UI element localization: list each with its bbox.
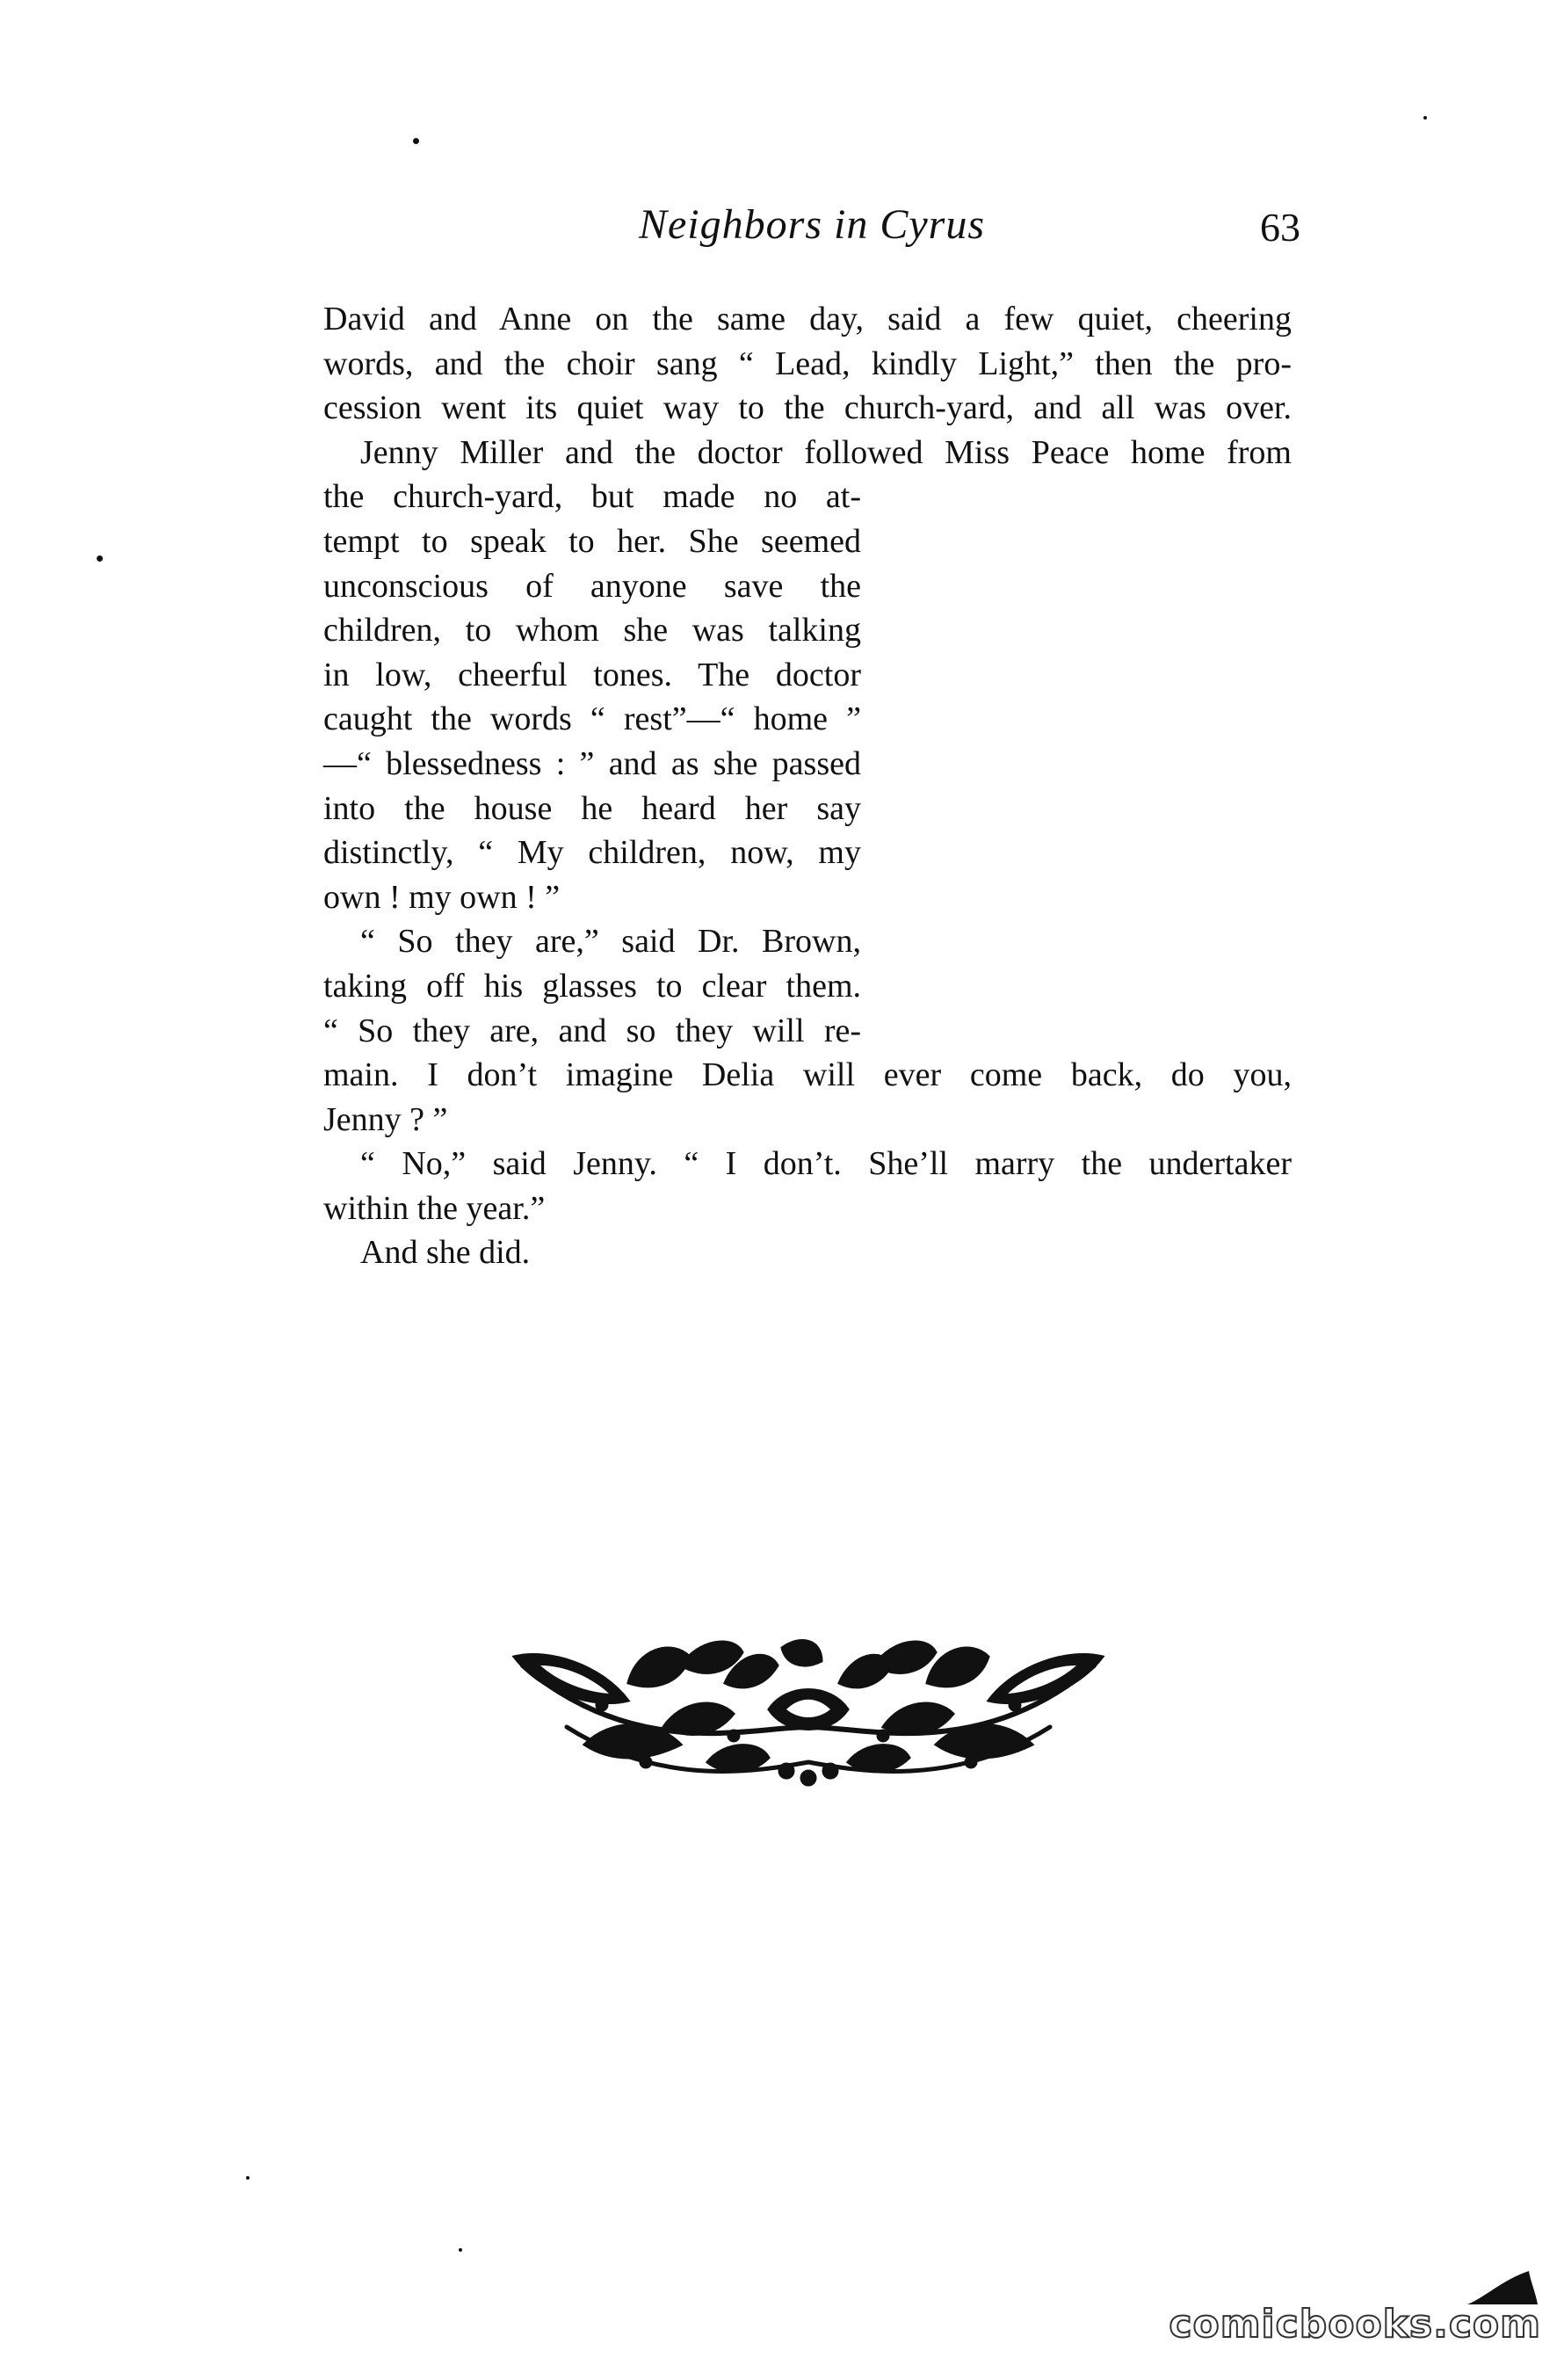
leaf-vine-ornament-icon (505, 1630, 1111, 1797)
text-line: unconscious of anyone save the (323, 567, 861, 605)
page-header (323, 200, 1300, 253)
text-line: in low, cheerful tones. The doctor (323, 656, 861, 693)
ink-speck (1423, 116, 1427, 120)
ink-speck (413, 138, 419, 144)
watermark-text: comicbooks.com (1169, 2302, 1541, 2347)
text-line: “ So they are, and so they will re- (323, 1012, 861, 1049)
text-line: the church-yard, but made no at- (323, 478, 861, 516)
text-line: cession went its quiet way to the church-yard, and all was over. (323, 389, 1292, 427)
text-line: Jenny ? ” (323, 1100, 448, 1138)
running-title: Neighbors in Cyrus (638, 201, 986, 248)
text-line: “ So they are,” said Dr. Brown, (360, 923, 861, 961)
text-line: taking off his glasses to clear them. (323, 967, 861, 1005)
text-line: own ! my own ! ” (323, 878, 561, 916)
text-line: tempt to speak to her. She seemed (323, 522, 861, 560)
text-line: —“ blessedness : ” and as she passed (323, 744, 861, 782)
text-line: David and Anne on the same day, said a few quiet, cheering (323, 301, 1292, 337)
body-text (323, 297, 1292, 1275)
page-number: 63 (1260, 205, 1300, 250)
ink-speck (97, 555, 103, 562)
ink-speck (459, 2248, 462, 2252)
text-line: into the house he heard her say (323, 789, 861, 827)
text-line: within the year.” (323, 1189, 546, 1227)
whale-tail-icon (1467, 2271, 1538, 2306)
text-line: distinctly, “ My children, now, my (323, 834, 861, 872)
text-line: caught the words “ rest”—“ home ” (323, 700, 861, 738)
text-line: children, to whom she was talking (323, 612, 861, 649)
text-line: Jenny Miller and the doctor followed Miss Peace home from (360, 433, 1292, 471)
text-line: main. I don’t imagine Delia will ever come back, do you, (323, 1056, 1292, 1094)
text-line: “ No,” said Jenny. “ I don’t. She’ll marry the undertaker (360, 1145, 1292, 1183)
text-line: words, and the choir sang “ Lead, kindly Light,” then the pro- (323, 345, 1292, 382)
ink-speck (246, 2176, 250, 2180)
text-line: And she did. (360, 1234, 531, 1272)
